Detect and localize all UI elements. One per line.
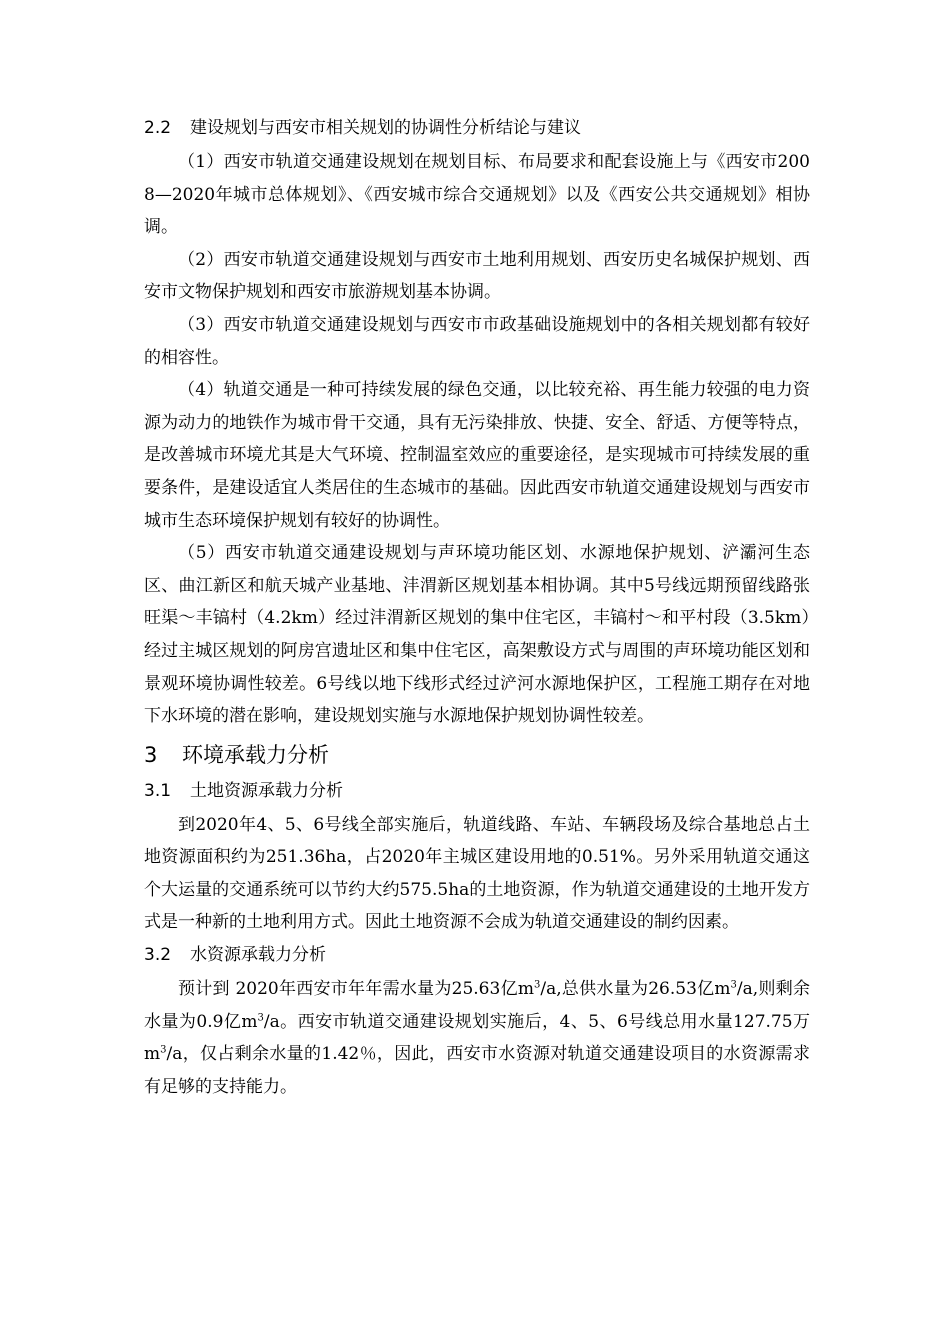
section-number: 3: [144, 742, 158, 767]
section-number: 3.2: [144, 945, 172, 966]
superscript: 3: [730, 979, 737, 991]
section-title: 水资源承载力分析: [190, 945, 326, 966]
paragraph-3-1-1: 到2020年4、5、6号线全部实施后，轨道线路、车站、车辆段场及综合基地总占土地资源面积约为251.36ha，占2020年主城区建设用地的0.51%。另外采用轨道交通这个大运量的交通系统可以节约大约575.5ha的土地资源，作为轨道交通建设的土地开发方式是一种新的土地利用方式。因此土地资源不会成为轨道交通建设的制约因素。: [144, 814, 810, 933]
section-heading-2-2: [144, 112, 810, 144]
text-run: /a。西安市轨道交通建设规划实施后，4、5、6号线总用水量127.75万m: [144, 1011, 811, 1065]
paragraph-2-2-3: （3）西安市轨道交通建设规划与西安市市政基础设施规划中的各相关规划都有较好的相容性。: [144, 314, 810, 368]
superscript: 3: [160, 1044, 167, 1056]
superscript: 3: [257, 1012, 264, 1023]
document-body: [144, 112, 810, 1103]
text-run: 预计到 2020年西安市年年需水量为25.63亿m: [178, 979, 534, 1000]
section-title: 环境承载力分析: [182, 742, 329, 767]
section-title: 土地资源承载力分析: [190, 780, 343, 801]
paragraph-2-2-1: （1）西安市轨道交通建设规划在规划目标、布局要求和配套设施上与《西安市2008—2020年城市总体规划》、《西安城市综合交通规划》以及《西安公共交通规划》相协调。: [144, 152, 810, 238]
section-number: 2.2: [144, 118, 172, 138]
paragraph-2-2-5: （5）西安市轨道交通建设规划与声环境功能区划、水源地保护规划、浐灞河生态区、曲江新区和航天城产业基地、沣渭新区规划基本相协调。其中5号线远期预留线路张旺渠～丰镐村（4.2km）经过沣渭新区规划的集中住宅区，丰镐村～和平村段（3.5km）经过主城区规划的阿房宫遗址区和集中住宅区，高架敷设方式与周围的声环境功能区划和景观环境协调性较差。6号线以地下线形式经过浐河水源地保护区，工程施工期存在对地下水环境的潜在影响，建设规划实施与水源地保护规划协调性较差。: [144, 543, 810, 727]
section-title: 建设规划与西安市相关规划的协调性分析结论与建议: [190, 118, 581, 138]
text-run: /a,总供水量为26.53亿m: [540, 979, 731, 1000]
paragraph-3-2-1: [144, 973, 810, 1103]
superscript: 3: [533, 979, 541, 991]
text-run: /a，仅占剩余水量的1.42％，因此，西安市水资源对轨道交通建设项目的水资源需求有足够的支持能力。: [144, 1044, 810, 1097]
section-heading-3-2: [144, 939, 810, 971]
section-number: 3.1: [144, 780, 172, 801]
section-heading-3-1: [144, 775, 810, 807]
paragraph-2-2-4: （4）轨道交通是一种可持续发展的绿色交通，以比较充裕、再生能力较强的电力资源为动力的地铁作为城市骨干交通，具有无污染排放、快捷、安全、舒适、方便等特点，是改善城市环境尤其是大气环境、控制温室效应的重要途径，是实现城市可持续发展的重要条件，是建设适宜人类居住的生态城市的基础。因此西安市轨道交通建设规划与西安市城市生态环境保护规划有较好的协调性。: [144, 380, 810, 531]
section-heading-3: [144, 735, 810, 775]
paragraph-2-2-2: （2）西安市轨道交通建设规划与西安市土地利用规划、西安历史名城保护规划、西安市文物保护规划和西安市旅游规划基本协调。: [144, 249, 810, 303]
text-run: /a,则剩余水量为0.9亿m: [144, 979, 810, 1032]
